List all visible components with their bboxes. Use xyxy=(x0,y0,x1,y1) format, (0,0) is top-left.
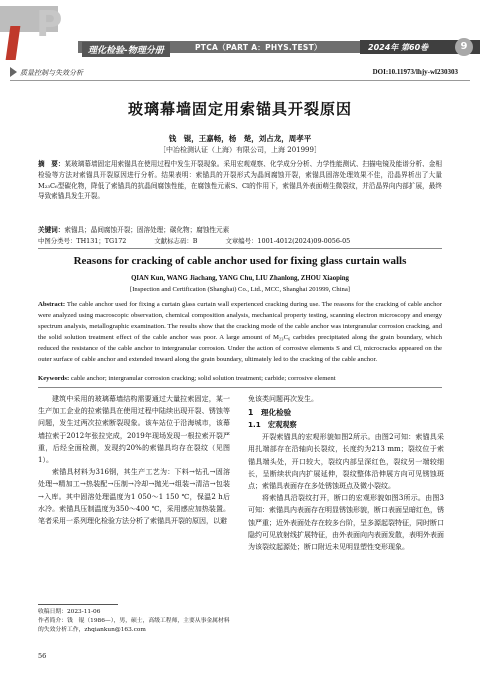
article-number: 文章编号：1001-4012(2024)09-0056-05 xyxy=(225,237,351,245)
classification-row xyxy=(38,236,442,245)
divider xyxy=(38,387,442,388)
doi[interactable]: DOI:10.11973/lhjy-wl230303 xyxy=(372,68,458,76)
journal-logo-letter: P xyxy=(36,4,63,45)
issue-label: 2024年 第60卷 xyxy=(368,43,429,52)
body-paragraph: 开裂索锚具的宏观形貌如图2所示。由图2可知：索锚具采用扎端部存在沿轴向长裂纹，长度约为213 mm；裂纹位于索锚具端头处，开口较大，裂纹内部呈深红色，裂纹另一端较细长，呈断续状向内扩展延伸，裂纹整体沿伸展方向可见锈蚀斑点；索锚具表面存在多处锈蚀斑点及微小裂纹。 xyxy=(248,433,444,491)
affiliation-en: [Inspection and Certification (Shanghai) Co., Ltd., MCC, Shanghai 201999, China] xyxy=(130,286,350,293)
authors-cn: 钱 锟，王嘉畅，杨 楚，刘占龙，周孝平 xyxy=(168,134,312,143)
divider xyxy=(10,80,470,81)
keywords-en-text: cable anchor; intergranular corrosion cracking; solid solution treatment; carbide; corrosive element xyxy=(70,375,336,382)
affiliation-cn: ［中冶检测认证（上海）有限公司，上海 201999］ xyxy=(159,146,321,154)
article-title-cn: 玻璃幕墙固定用索锚具开裂原因 xyxy=(127,100,352,118)
body-column-left xyxy=(38,393,230,527)
document-code: 文献标志码：B xyxy=(154,237,198,245)
author-bio: 作者简介：钱 锟（1986—），男，硕士，高级工程师，主要从事金属材料的失效分析工作，zhqiankun@163.com xyxy=(38,617,230,633)
clc-number: 中图分类号：TH131；TG172 xyxy=(38,237,127,245)
keywords-cn-label: 关键词： xyxy=(38,226,65,234)
issue-number-badge: 9 xyxy=(455,38,473,56)
body-paragraph: 建筑中采用的玻璃幕墙结构需要通过大量拉索固定，某一生产加工企业的拉索锚具在使用过程中陆续出现开裂、锈蚀等问题，发生过两次拉索断裂现象。该车站位于沿海城市，该幕墙拉索于2012年张拉完成，2019年现场发现一根拉索开裂严重，后经全面检测，发现约20%的索锚具均存在裂纹（见图1）。 xyxy=(38,395,230,465)
body-paragraph: 索锚具材料为316钢，其生产工艺为：下料→钻孔→固溶处理→精加工→热装配→压制→冷却→抛光→组装→清洁→包装→入库。其中固溶处理温度为1 050～1 150 ℃，保温2 h后水冷。索锚具压制温度为350～400 ℃，采用感应加热装置。笔者采用一系列理化检验方法分析了索锚具开裂的原因，以避 xyxy=(38,468,230,526)
section-heading: 1 理化检验 xyxy=(248,408,292,418)
page-number: 56 xyxy=(38,652,47,660)
abstract-en-text: The cable anchor used for fixing a curtain glass curtain wall experienced cracking during use. The reasons for the cracking of cable anchor were analyzed using macroscopic observation, chemical composition analysis, mechanical property testing, scanning electron microscopy and energy spectrum analysis, metallographic examination. The results show that the cracking mode of the cable anchor was intergranular corrosion cracking, and the solid solution treatment effect of the cable anchor was poor. A large amount of M₂₃C₆ carbides precipitated along the grain boundary, which reduced the resistance of the cable anchor to intergranular corrosion. Under the action of corrosive elements S and Cl, microcracks appeared on the outer surface of cable anchor and extended inward along the grain boundary, ultimately led to the cracking of the cable anchor. xyxy=(38,301,443,363)
column-name: 质量控制与失效分析 xyxy=(20,69,83,77)
abstract-en-label: Abstract: xyxy=(38,301,66,308)
abstract-en xyxy=(38,300,442,365)
journal-name: 理化检验-物理分册 xyxy=(82,42,170,57)
body-paragraph: 免该类问题再次发生。 xyxy=(248,395,318,403)
body-column-right xyxy=(248,393,444,553)
footnote xyxy=(38,608,230,634)
body-paragraph: 将索锚具沿裂纹打开，断口的宏观形貌如图3所示。由图3可知：索锚具内表面存在明显锈蚀形貌，断口表面呈暗红色，锈蚀严重；近外表面处存在较多台阶，呈多源起裂特征，同时断口隐约可见放射线扩展特征，由外表面向内表面发散，表明外表面为该裂纹起源处；断口附近未见明显塑性变形现象。 xyxy=(248,494,444,552)
keywords-en-label: Keywords: xyxy=(38,375,70,382)
keywords-en xyxy=(38,375,442,382)
journal-part: PTCA（PART A：PHYS.TEST） xyxy=(195,43,322,52)
section-arrow-icon xyxy=(10,67,17,77)
abstract-cn-label: 摘 要： xyxy=(38,160,65,168)
keywords-cn-text: 索锚具；晶间腐蚀开裂；固溶处理；碳化物；腐蚀性元素 xyxy=(64,226,230,234)
footnote-divider xyxy=(38,604,118,605)
divider xyxy=(38,248,442,249)
abstract-cn-text: 某玻璃幕墙固定用索锚具在使用过程中发生开裂现象。采用宏观观察、化学成分分析、力学性能测试、扫描电镜及能谱分析、金相检验等方法对索锚具开裂原因进行分析。结果表明：索锚具的开裂形式为晶间腐蚀开裂，索锚具固溶处理效果不佳，沿晶界析出了大量M₂₃C₆型碳化物，降低了索锚具的抗晶间腐蚀性能，在腐蚀性元素S、Cl的作用下，索锚具外表面萌生微裂纹，并沿晶界向内部扩展，最终导致索锚具发生开裂。 xyxy=(38,160,443,201)
abstract-cn xyxy=(38,159,442,202)
received-date: 收稿日期：2023-11-06 xyxy=(38,609,101,615)
authors-en: QIAN Kun, WANG Jiachang, YANG Chu, LIU Zhanlong, ZHOU Xiaoping xyxy=(131,275,349,282)
article-title-en: Reasons for cracking of cable anchor used for fixing glass curtain walls xyxy=(73,255,407,267)
subsection-heading: 1.1 宏观观察 xyxy=(248,420,297,430)
keywords-cn xyxy=(38,224,442,234)
